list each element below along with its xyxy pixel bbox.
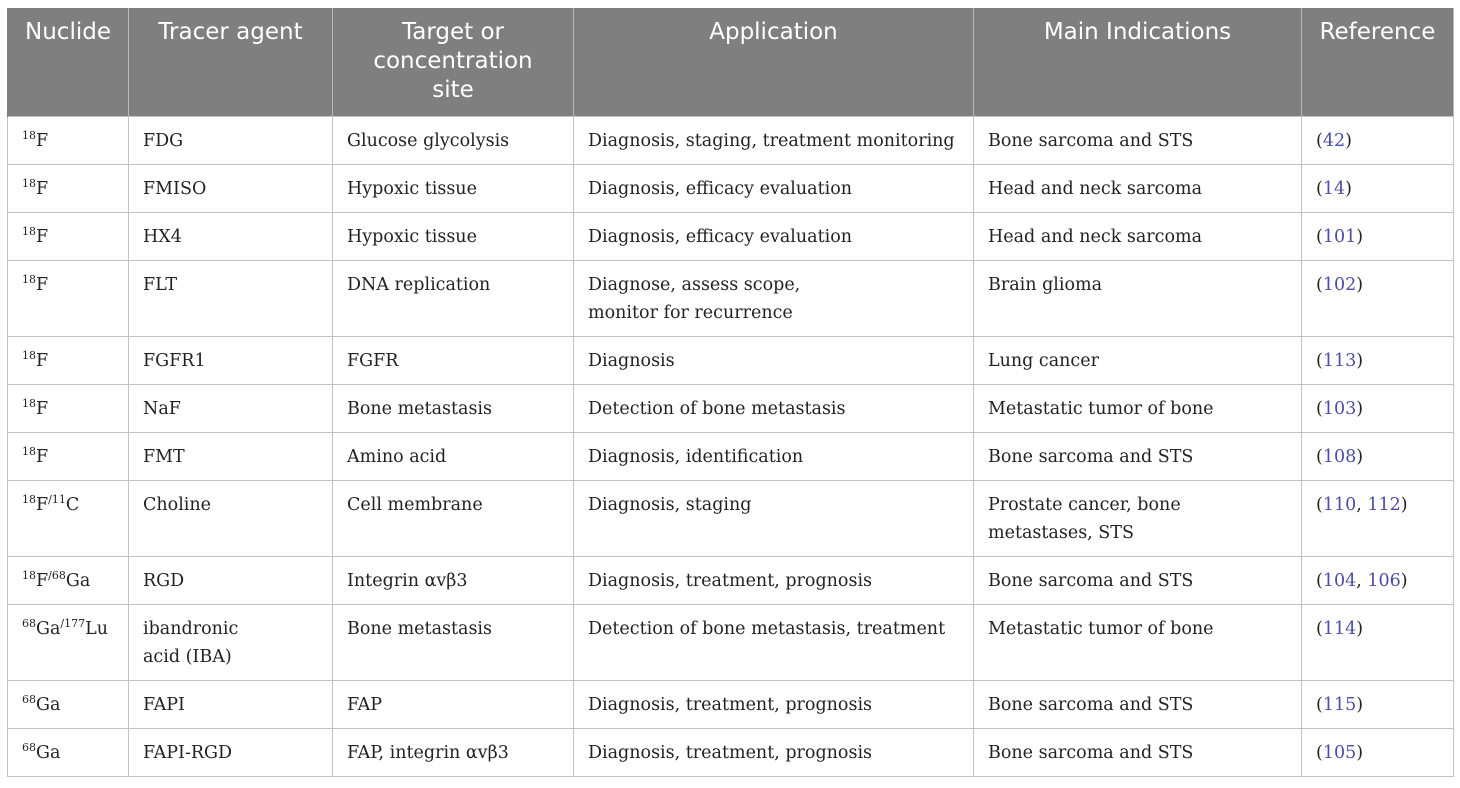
nuclide-mass-number: 18: [22, 397, 36, 410]
indications-text: Lung cancer: [988, 351, 1099, 371]
cell-application: [574, 729, 974, 777]
cell-application: [574, 433, 974, 481]
cell-tracer-agent: [129, 213, 333, 261]
cell-main-indications: [974, 385, 1302, 433]
header-nuclide: Nuclide: [8, 8, 129, 117]
cell-reference: [1302, 481, 1454, 557]
nuclide-element: F: [36, 131, 49, 151]
tracer-agent-text: RGD: [143, 571, 185, 591]
table-row: [8, 481, 1454, 557]
reference-link[interactable]: 101: [1322, 227, 1357, 247]
cell-target-site: Bone metastasis: [333, 605, 574, 681]
nuclide-mass-number: 18: [22, 349, 36, 362]
ref-open-paren: (: [1316, 131, 1323, 151]
cell-tracer-agent: [129, 165, 333, 213]
application-text: Diagnosis, treatment, prognosis: [588, 571, 873, 591]
cell-application: [574, 681, 974, 729]
cell-reference: [1302, 433, 1454, 481]
cell-reference: [1302, 165, 1454, 213]
cell-nuclide: [8, 729, 129, 777]
indications-text: Head and neck sarcoma: [988, 227, 1203, 247]
cell-reference: [1302, 605, 1454, 681]
cell-target-site: Glucose glycolysis: [333, 117, 574, 165]
nuclide-mass-number-2: 177: [64, 617, 86, 630]
indications-text: Bone sarcoma and STS: [988, 695, 1194, 715]
reference-link[interactable]: 42: [1322, 131, 1346, 151]
indications-text: Bone sarcoma and STS: [988, 571, 1194, 591]
table-row: [8, 729, 1454, 777]
cell-main-indications: [974, 213, 1302, 261]
table-row: [8, 605, 1454, 681]
indications-text: Brain glioma: [988, 275, 1103, 295]
ref-close-paren: ): [1345, 131, 1352, 151]
tracer-agent-text: FLT: [143, 275, 178, 295]
cell-target-site: Hypoxic tissue: [333, 165, 574, 213]
table-row: [8, 557, 1454, 605]
radiotracer-table: [7, 8, 1454, 777]
ref-open-paren: (: [1316, 571, 1323, 591]
cell-tracer-agent: [129, 337, 333, 385]
tracer-table-container: [7, 8, 1453, 777]
table-row: [8, 433, 1454, 481]
ref-open-paren: (: [1316, 619, 1323, 639]
ref-comma: ,: [1356, 495, 1368, 515]
table-row: [8, 385, 1454, 433]
ref-close-paren: ): [1356, 399, 1364, 419]
reference-link[interactable]: 108: [1322, 447, 1357, 467]
cell-tracer-agent: [129, 557, 333, 605]
ref-open-paren: (: [1316, 351, 1323, 371]
nuclide-element: Ga: [36, 619, 61, 639]
table-row: [8, 337, 1454, 385]
cell-reference: [1302, 337, 1454, 385]
ref-close-paren: ): [1356, 743, 1364, 763]
cell-tracer-agent: [129, 433, 333, 481]
reference-link[interactable]: 106: [1367, 571, 1401, 591]
cell-target-site: Cell membrane: [333, 481, 574, 557]
cell-application: [574, 557, 974, 605]
cell-reference: [1302, 385, 1454, 433]
cell-main-indications: [974, 481, 1302, 557]
nuclide-mass-number: 68: [22, 617, 36, 630]
nuclide-element: F: [36, 275, 49, 295]
nuclide-mass-number-2: 68: [51, 569, 66, 582]
cell-reference: [1302, 729, 1454, 777]
tracer-agent-text: ibandronic acid (IBA): [143, 619, 239, 667]
ref-close-paren: ): [1356, 447, 1364, 467]
cell-target-site: Hypoxic tissue: [333, 213, 574, 261]
cell-nuclide: [8, 337, 129, 385]
cell-tracer-agent: [129, 729, 333, 777]
nuclide-element-2: Lu: [85, 619, 109, 639]
cell-nuclide: [8, 165, 129, 213]
nuclide-mass-number: 18: [22, 225, 36, 238]
cell-reference: [1302, 261, 1454, 337]
cell-nuclide: [8, 433, 129, 481]
reference-link[interactable]: 114: [1322, 619, 1357, 639]
cell-main-indications: [974, 605, 1302, 681]
reference-link[interactable]: 113: [1322, 351, 1357, 371]
ref-close-paren: ): [1356, 619, 1364, 639]
tracer-agent-text: FGFR1: [143, 351, 206, 371]
cell-application: [574, 385, 974, 433]
tracer-agent-text: HX4: [143, 227, 182, 247]
cell-reference: [1302, 117, 1454, 165]
application-text: Detection of bone metastasis, treatment: [588, 619, 946, 639]
cell-main-indications: [974, 117, 1302, 165]
cell-nuclide: [8, 605, 129, 681]
ref-open-paren: (: [1316, 495, 1323, 515]
cell-target-site: Integrin αvβ3: [333, 557, 574, 605]
application-text: Diagnosis: [588, 351, 675, 371]
cell-main-indications: [974, 433, 1302, 481]
cell-nuclide: [8, 117, 129, 165]
cell-target-site: Bone metastasis: [333, 385, 574, 433]
ref-open-paren: (: [1316, 275, 1323, 295]
cell-main-indications: [974, 337, 1302, 385]
ref-comma: ,: [1356, 571, 1368, 591]
cell-tracer-agent: [129, 681, 333, 729]
cell-nuclide: [8, 681, 129, 729]
cell-nuclide: [8, 385, 129, 433]
nuclide-separator: /: [48, 569, 52, 582]
table-header-row: [8, 8, 1454, 117]
nuclide-mass-number: 68: [22, 741, 36, 754]
table-row: [8, 165, 1454, 213]
cell-reference: [1302, 681, 1454, 729]
nuclide-mass-number: 18: [22, 445, 36, 458]
application-text: Diagnosis, efficacy evaluation: [588, 227, 853, 247]
cell-target-site: FAP, integrin αvβ3: [333, 729, 574, 777]
indications-text: Metastatic tumor of bone: [988, 619, 1214, 639]
cell-tracer-agent: [129, 605, 333, 681]
cell-application: [574, 337, 974, 385]
ref-open-paren: (: [1316, 227, 1323, 247]
tracer-agent-text: Choline: [143, 495, 212, 515]
nuclide-mass-number: 18: [22, 129, 36, 142]
nuclide-mass-number-2: 11: [51, 493, 66, 506]
tracer-agent-text: FAPI-RGD: [143, 743, 233, 763]
tracer-agent-text: FMISO: [143, 179, 207, 199]
tracer-agent-text: NaF: [143, 399, 181, 419]
ref-close-paren: ): [1345, 179, 1352, 199]
cell-main-indications: [974, 729, 1302, 777]
nuclide-mass-number: 18: [22, 273, 36, 286]
application-text: Diagnosis, efficacy evaluation: [588, 179, 853, 199]
nuclide-element: F: [36, 399, 49, 419]
cell-main-indications: [974, 557, 1302, 605]
nuclide-separator: /: [60, 617, 65, 630]
nuclide-mass-number: 18: [22, 493, 36, 506]
ref-open-paren: (: [1316, 399, 1323, 419]
cell-tracer-agent: [129, 117, 333, 165]
application-text: Diagnose, assess scope, monitor for recurrence: [588, 275, 801, 323]
application-text: Diagnosis, treatment, prognosis: [588, 743, 873, 763]
header-main-indications: Main Indications: [974, 8, 1302, 117]
reference-link[interactable]: 112: [1367, 495, 1401, 515]
header-target-site: Target or concentration site: [333, 8, 574, 117]
cell-target-site: Amino acid: [333, 433, 574, 481]
ref-close-paren: ): [1356, 275, 1364, 295]
table-row: [8, 681, 1454, 729]
cell-main-indications: [974, 261, 1302, 337]
nuclide-element: F: [36, 179, 49, 199]
cell-tracer-agent: [129, 385, 333, 433]
reference-link[interactable]: 110: [1322, 495, 1357, 515]
table-row: [8, 261, 1454, 337]
ref-close-paren: ): [1400, 495, 1408, 515]
tracer-agent-text: FAPI: [143, 695, 185, 715]
ref-open-paren: (: [1316, 179, 1323, 199]
reference-link[interactable]: 102: [1322, 275, 1357, 295]
reference-link[interactable]: 105: [1322, 743, 1357, 763]
nuclide-mass-number: 18: [22, 569, 36, 582]
cell-application: [574, 605, 974, 681]
cell-application: [574, 213, 974, 261]
reference-link[interactable]: 14: [1322, 179, 1346, 199]
nuclide-element: F: [36, 351, 49, 371]
nuclide-element: Ga: [36, 695, 61, 715]
cell-application: [574, 117, 974, 165]
ref-open-paren: (: [1316, 447, 1323, 467]
header-application: Application: [574, 8, 974, 117]
ref-close-paren: ): [1356, 695, 1364, 715]
tracer-agent-text: FMT: [143, 447, 185, 467]
header-reference: Reference: [1302, 8, 1454, 117]
nuclide-element: F: [36, 571, 49, 591]
cell-nuclide: [8, 261, 129, 337]
ref-close-paren: ): [1400, 571, 1408, 591]
table-body: [8, 117, 1454, 777]
application-text: Diagnosis, identification: [588, 447, 804, 467]
cell-nuclide: [8, 213, 129, 261]
cell-target-site: DNA replication: [333, 261, 574, 337]
ref-open-paren: (: [1316, 743, 1323, 763]
reference-link[interactable]: 103: [1322, 399, 1357, 419]
nuclide-element: Ga: [36, 743, 61, 763]
indications-text: Bone sarcoma and STS: [988, 743, 1194, 763]
indications-text: Metastatic tumor of bone: [988, 399, 1214, 419]
cell-tracer-agent: [129, 481, 333, 557]
cell-application: [574, 261, 974, 337]
nuclide-element-2: Ga: [65, 571, 91, 591]
ref-open-paren: (: [1316, 695, 1323, 715]
cell-application: [574, 481, 974, 557]
cell-main-indications: [974, 165, 1302, 213]
cell-main-indications: [974, 681, 1302, 729]
application-text: Detection of bone metastasis: [588, 399, 846, 419]
cell-application: [574, 165, 974, 213]
table-row: [8, 213, 1454, 261]
application-text: Diagnosis, treatment, prognosis: [588, 695, 873, 715]
nuclide-element: F: [36, 495, 49, 515]
nuclide-mass-number: 18: [22, 177, 36, 190]
nuclide-element: F: [36, 227, 49, 247]
indications-text: Bone sarcoma and STS: [988, 447, 1194, 467]
indications-text: Head and neck sarcoma: [988, 179, 1203, 199]
nuclide-mass-number: 68: [22, 693, 36, 706]
header-tracer-agent: Tracer agent: [129, 8, 333, 117]
cell-tracer-agent: [129, 261, 333, 337]
cell-target-site: FGFR: [333, 337, 574, 385]
cell-reference: [1302, 213, 1454, 261]
nuclide-separator: /: [48, 493, 52, 506]
ref-close-paren: ): [1356, 227, 1364, 247]
reference-link[interactable]: 115: [1322, 695, 1357, 715]
application-text: Diagnosis, staging: [588, 495, 752, 515]
reference-link[interactable]: 104: [1322, 571, 1357, 591]
indications-text: Prostate cancer, bone metastases, STS: [988, 495, 1181, 543]
cell-target-site: FAP: [333, 681, 574, 729]
nuclide-element-2: C: [65, 495, 80, 515]
table-row: [8, 117, 1454, 165]
indications-text: Bone sarcoma and STS: [988, 131, 1194, 151]
nuclide-element: F: [36, 447, 49, 467]
cell-nuclide: [8, 481, 129, 557]
tracer-agent-text: FDG: [143, 131, 184, 151]
application-text: Diagnosis, staging, treatment monitoring: [588, 131, 955, 151]
cell-nuclide: [8, 557, 129, 605]
ref-close-paren: ): [1356, 351, 1364, 371]
cell-reference: [1302, 557, 1454, 605]
